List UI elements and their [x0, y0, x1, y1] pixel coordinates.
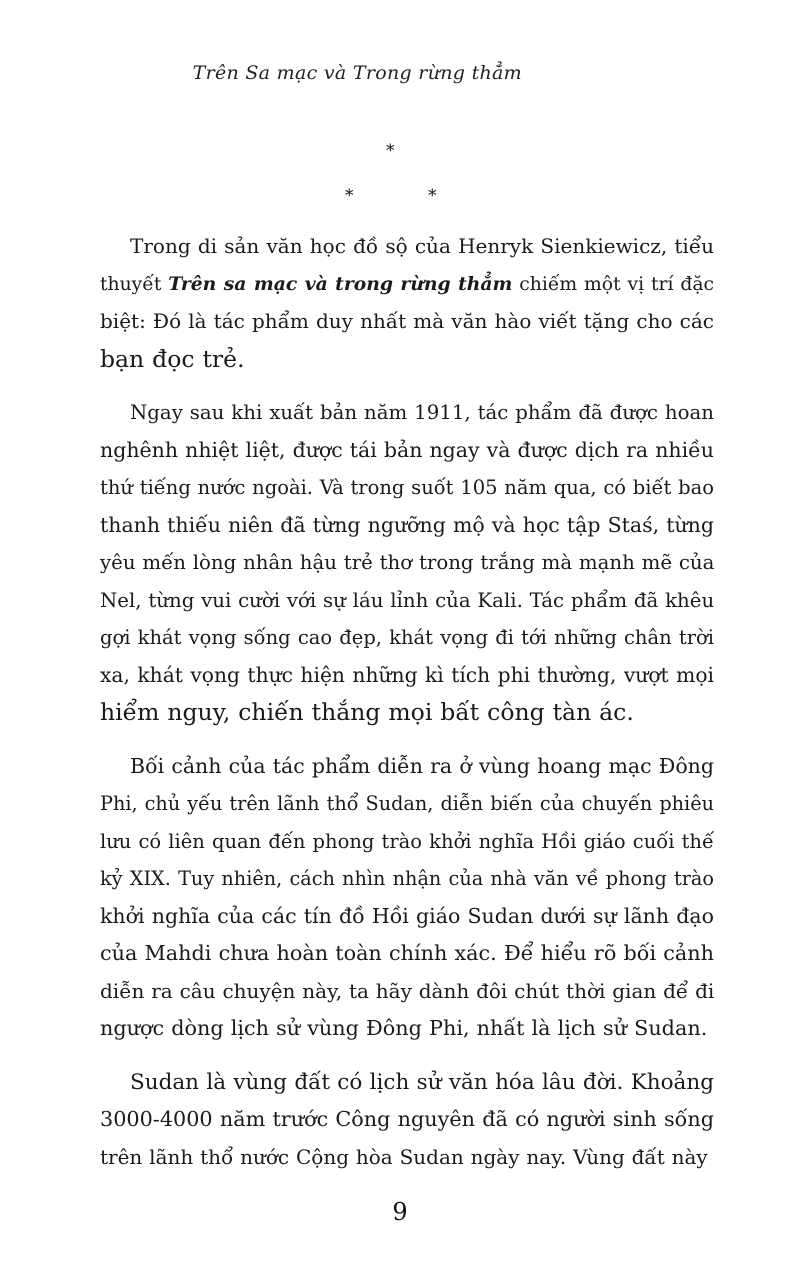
text-run: Ngay sau khi xuất bản năm 1911, tác phẩm đã được hoan — [130, 401, 714, 424]
text-run: bạn đọc trẻ. — [100, 344, 245, 373]
text-run: diễn ra câu chuyện này, ta hãy dành đôi chút thời gian để đi — [100, 978, 715, 1003]
page-number: 9 — [392, 1198, 408, 1226]
text-run: xa, khát vọng thực hiện những kì tích phi thường, vượt mọi — [100, 662, 714, 687]
text-run: Nel, từng vui cười với sự láu lỉnh của Kali. Tác phẩm đã khêu — [100, 588, 715, 612]
text-line — [100, 544, 714, 582]
paragraph — [100, 394, 714, 732]
text-run: Sudan là vùng đất có lịch sử văn hóa lâu đời. Khoảng — [130, 1069, 714, 1095]
paragraph — [100, 228, 714, 378]
text-run: yêu mến lòng nhân hậu trẻ thơ trong trắng mà mạnh mẽ của — [100, 551, 715, 574]
paragraph — [100, 1064, 714, 1177]
book-title-emphasis: Trên sa mạc và trong rừng thẳm — [168, 272, 513, 295]
text-line — [100, 860, 714, 898]
text-line — [100, 619, 714, 657]
text-line — [100, 507, 714, 545]
text-line — [100, 748, 714, 786]
running-header: Trên Sa mạc và Trong rừng thẳm — [192, 62, 522, 84]
text-line — [100, 785, 714, 823]
paragraph — [100, 748, 714, 1048]
text-run: thứ tiếng nước ngoài. Và trong suốt 105 năm qua, có biết bao — [100, 476, 714, 499]
text-run: kỷ XIX. Tuy nhiên, cách nhìn nhận của nhà văn về phong trào — [100, 867, 714, 890]
text-run: chiếm một vị trí đặc — [512, 273, 715, 295]
text-line — [100, 394, 714, 432]
body-text — [100, 228, 714, 1192]
text-line — [100, 1064, 714, 1102]
text-run: nghênh nhiệt liệt, được tái bản ngay và được dịch ra nhiều — [100, 437, 714, 462]
asterism-bottom-right: * — [428, 186, 437, 206]
text-line — [100, 657, 714, 695]
text-line — [100, 898, 714, 936]
text-run: 3000-4000 năm trước Công nguyên đã có người sinh sống — [100, 1107, 714, 1131]
text-line — [100, 582, 714, 620]
text-run: của Mahdi chưa hoàn toàn chính xác. Để hiểu rõ bối cảnh — [100, 941, 714, 965]
text-line — [100, 341, 714, 379]
text-line — [100, 973, 714, 1011]
text-run: ngược dòng lịch sử vùng Đông Phi, nhất là lịch sử Sudan. — [100, 1016, 708, 1040]
asterism-bottom-left: * — [345, 186, 354, 206]
text-run: lưu có liên quan đến phong trào khởi nghĩa Hồi giáo cuối thế — [100, 829, 714, 853]
text-run: Trong di sản văn học đồ sộ của Henryk Sienkiewicz, tiểu — [130, 234, 714, 258]
text-line — [100, 935, 714, 973]
asterism-top: * — [386, 141, 395, 161]
text-line — [100, 1139, 714, 1177]
text-line — [100, 1101, 714, 1139]
text-line — [100, 266, 714, 304]
text-line — [100, 303, 714, 341]
text-line — [100, 469, 714, 507]
text-line — [100, 432, 714, 470]
text-line — [100, 823, 714, 861]
text-run: hiểm nguy, chiến thắng mọi bất công tàn ác. — [100, 698, 634, 726]
text-run: gợi khát vọng sống cao đẹp, khát vọng đi tới những chân trời — [100, 626, 714, 649]
text-run: thuyết — [100, 273, 169, 295]
text-run: Bối cảnh của tác phẩm diễn ra ở vùng hoang mạc Đông — [130, 753, 714, 778]
text-line — [100, 228, 714, 266]
text-run: khởi nghĩa của các tín đồ Hồi giáo Sudan dưới sự lãnh đạo — [100, 903, 714, 928]
text-line — [100, 694, 714, 732]
text-line — [100, 1010, 714, 1048]
text-run: thanh thiếu niên đã từng ngưỡng mộ và học tập Staś, từng — [100, 512, 714, 537]
text-run: biệt: Đó là tác phẩm duy nhất mà văn hào viết tặng cho các — [100, 309, 714, 333]
text-run: Phi, chủ yếu trên lãnh thổ Sudan, diễn biến của chuyến phiêu — [100, 792, 714, 815]
text-run: trên lãnh thổ nước Cộng hòa Sudan ngày nay. Vùng đất này — [100, 1144, 708, 1169]
